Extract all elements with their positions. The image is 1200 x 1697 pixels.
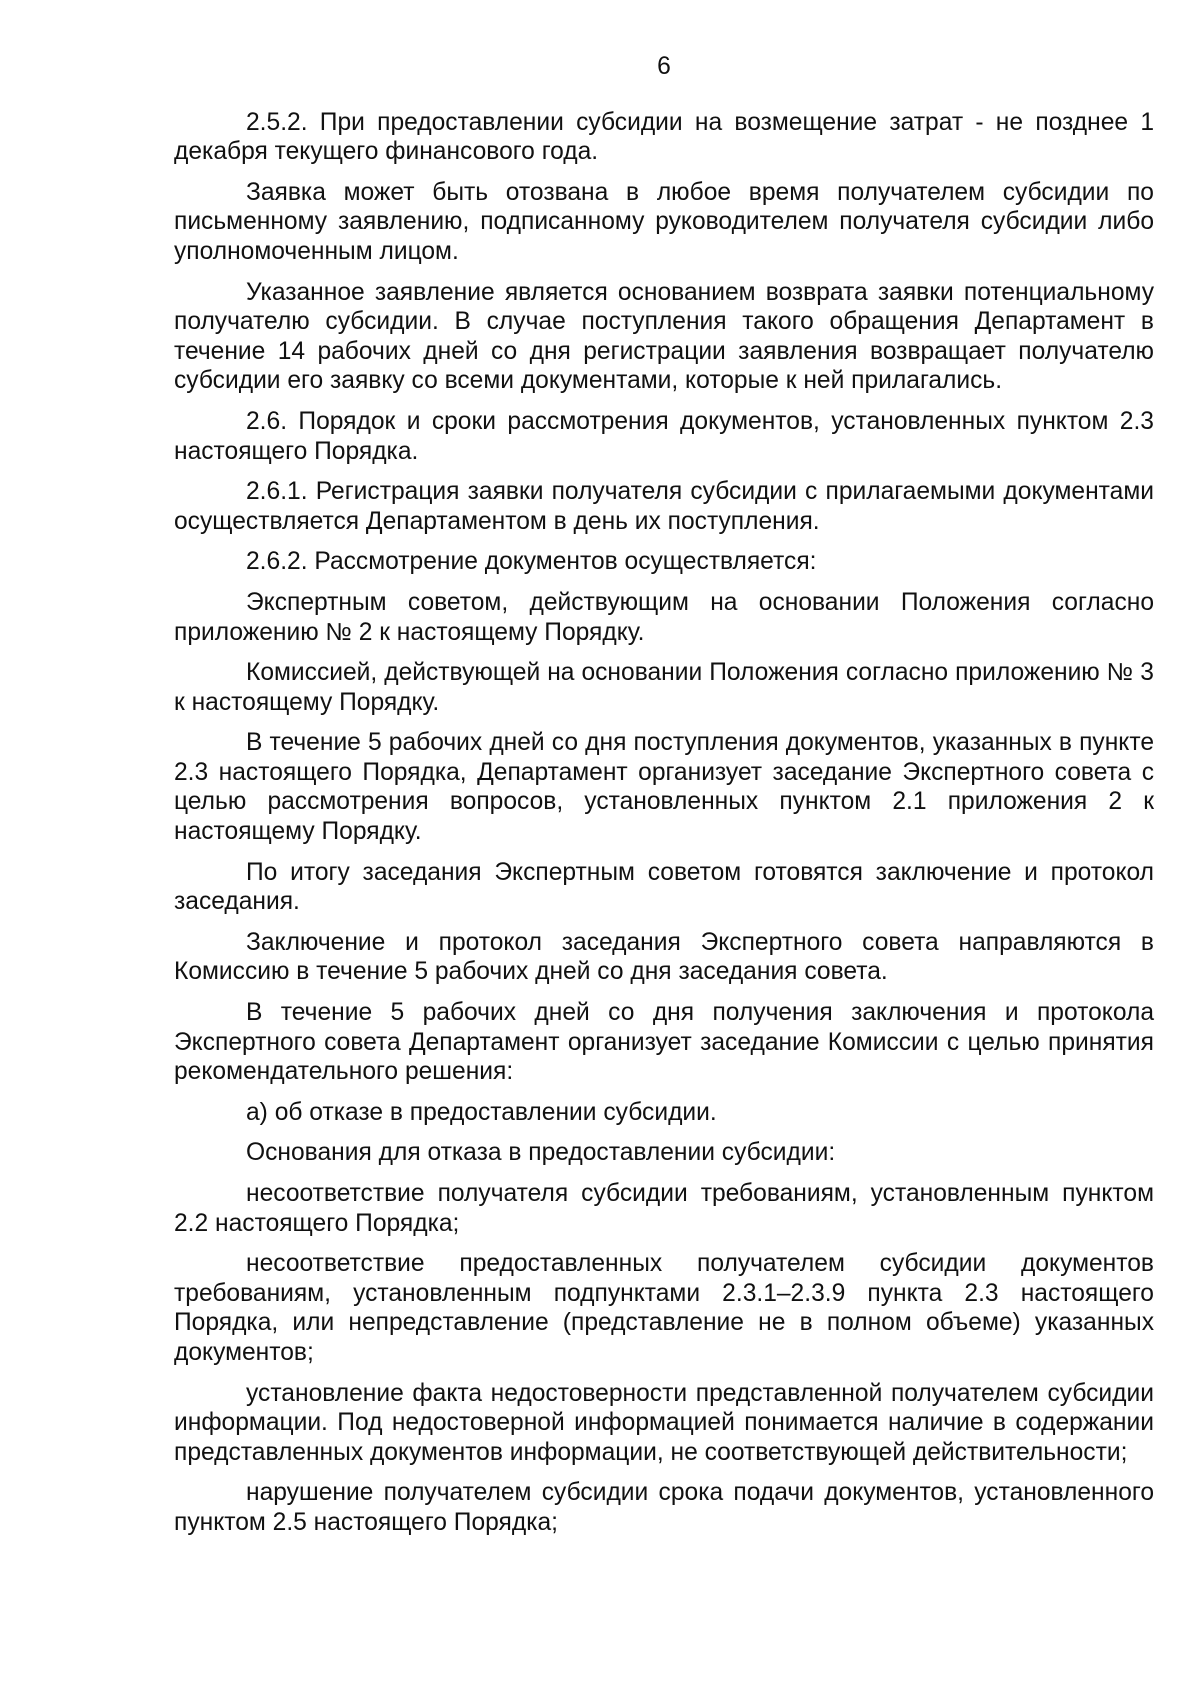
paragraph: По итогу заседания Экспертным советом готовятся заключение и протокол заседания. <box>174 858 1154 916</box>
paragraph: несоответствие получателя субсидии требованиям, установленным пунктом 2.2 настоящего Порядка; <box>174 1180 1154 1237</box>
paragraph: Основания для отказа в предоставлении субсидии: <box>246 1139 836 1167</box>
paragraph: Экспертным советом, действующим на основании Положения согласно приложению № 2 к настоящему Порядку. <box>174 588 1154 646</box>
paragraph: Комиссией, действующей на основании Положения согласно приложению № 3 к настоящему Порядку. <box>174 659 1154 716</box>
paragraph: Заключение и протокол заседания Экспертного совета направляются в Комиссию в течение 5 рабочих дней со дня заседания совета. <box>174 928 1154 986</box>
paragraph: несоответствие предоставленных получателем субсидии документов требованиям, установленным подпунктами 2.3.1–2.3.9 пункта 2.3 настоящего Порядка, или непредставление (представление не в полном объеме) указанных документов; <box>174 1250 1154 1366</box>
paragraph: Указанное заявление является основанием возврата заявки потенциальному получателю субсидии. В случае поступления такого обращения Департамент в течение 14 рабочих дней со дня регистрации заявления возвращает получателю субсидии его заявку со всеми документами, которые к ней прилагались. <box>174 278 1154 395</box>
document-page <box>174 52 1154 1549</box>
paragraph: В течение 5 рабочих дней со дня поступления документов, указанных в пункте 2.3 настоящего Порядка, Департамент организует заседание Экспертного совета с целью рассмотрения вопросов, установленных пунктом 2.1 приложения 2 к настоящему Порядку. <box>174 729 1154 846</box>
paragraph: а) об отказе в предоставлении субсидии. <box>246 1098 717 1126</box>
paragraph: Заявка может быть отозвана в любое время получателем субсидии по письменному заявлению, подписанному руководителем получателя субсидии либо уполномоченным лицом. <box>174 178 1154 265</box>
paragraph: установление факта недостоверности представленной получателем субсидии информации. Под недостоверной информацией понимается наличие в содержании представленных документов информации, не соответствующей действительности; <box>174 1379 1154 1466</box>
paragraph: нарушение получателем субсидии срока подачи документов, установленного пунктом 2.5 настоящего Порядка; <box>174 1479 1154 1536</box>
paragraph: 2.6. Порядок и сроки рассмотрения документов, установленных пунктом 2.3 настоящего Порядка. <box>174 407 1154 465</box>
paragraph: 2.6.2. Рассмотрение документов осуществляется: <box>246 548 817 576</box>
paragraph: 2.6.1. Регистрация заявки получателя субсидии с прилагаемыми документами осуществляется Департаментом в день их поступления. <box>174 478 1154 535</box>
page-number: 6 <box>657 53 671 80</box>
paragraph: В течение 5 рабочих дней со дня получения заключения и протокола Экспертного совета Департамент организует заседание Комиссии с целью принятия рекомендательного решения: <box>174 999 1154 1086</box>
paragraph: 2.5.2. При предоставлении субсидии на возмещение затрат - не позднее 1 декабря текущего финансового года. <box>174 108 1154 166</box>
